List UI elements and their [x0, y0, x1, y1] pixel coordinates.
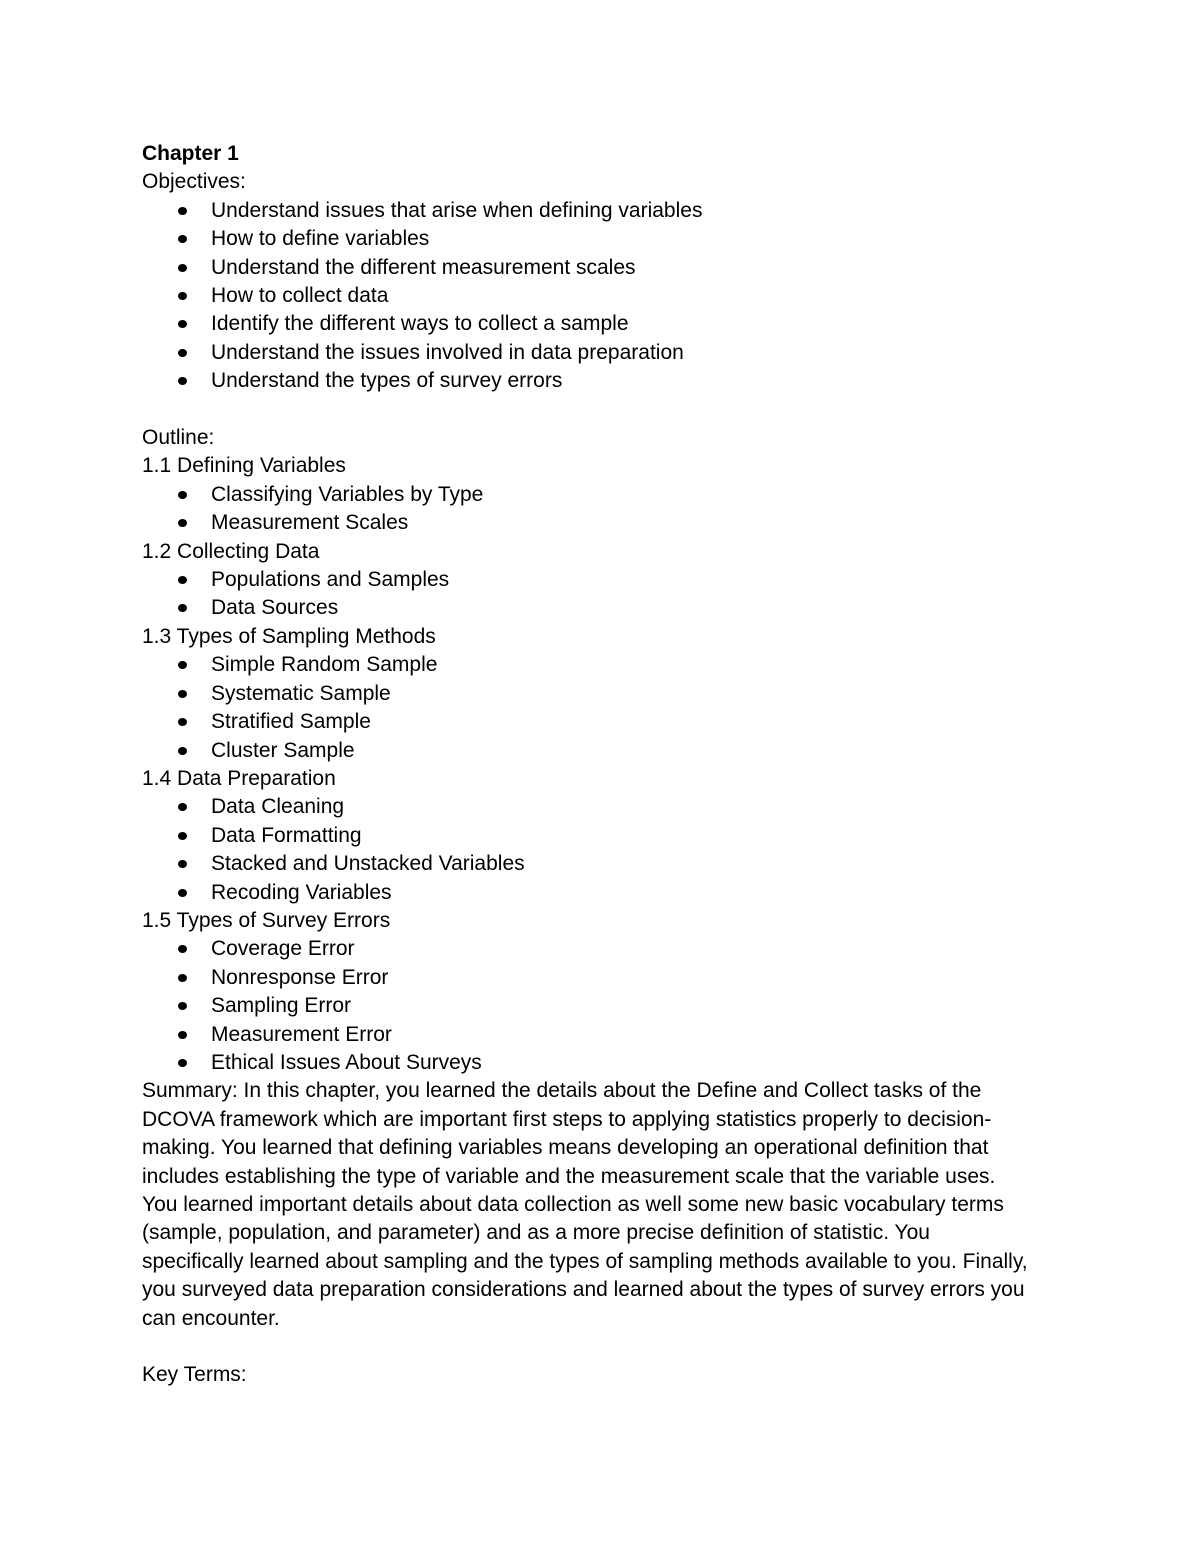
- outline-section-heading: 1.5 Types of Survey Errors: [142, 908, 391, 932]
- bullet-icon: [178, 803, 187, 811]
- summary-line: Summary: In this chapter, you learned the details about the Define and Collect tasks of the: [142, 1079, 982, 1103]
- list-item: [142, 651, 1062, 679]
- spacer: [142, 396, 1062, 424]
- bullet-icon: [178, 690, 187, 698]
- objective-text: Understand the different measurement scales: [211, 255, 636, 279]
- bullet-icon: [178, 747, 187, 755]
- key-terms-label: Key Terms:: [142, 1363, 247, 1387]
- outline-item-text: Simple Random Sample: [211, 653, 438, 677]
- outline-item-text: Recoding Variables: [211, 880, 392, 904]
- objective-text: How to collect data: [211, 284, 389, 308]
- bullet-icon: [178, 1059, 187, 1067]
- outline-section-list: [142, 793, 1062, 907]
- list-item: [142, 225, 1062, 253]
- outline-section-list: [142, 935, 1062, 1077]
- chapter-title: Chapter 1: [142, 142, 239, 165]
- outline-item-text: Ethical Issues About Surveys: [211, 1050, 482, 1074]
- objectives-label: Objectives:: [142, 170, 246, 194]
- bullet-icon: [178, 604, 187, 612]
- bullet-icon: [178, 1031, 187, 1039]
- list-item: [142, 935, 1062, 963]
- list-item: [142, 282, 1062, 310]
- summary-line: specifically learned about sampling and the types of sampling methods available to you. Finally,: [142, 1249, 1028, 1273]
- bullet-icon: [178, 945, 187, 953]
- bullet-icon: [178, 349, 187, 357]
- outline-item-text: Coverage Error: [211, 937, 355, 961]
- outline-item-text: Systematic Sample: [211, 681, 391, 705]
- summary-line: DCOVA framework which are important first steps to applying statistics properly to decision-: [142, 1107, 992, 1131]
- bullet-icon: [178, 235, 187, 243]
- summary-line: making. You learned that defining variables means developing an operational definition that: [142, 1136, 989, 1160]
- summary-line: You learned important details about data collection as well some new basic vocabulary terms: [142, 1193, 1004, 1217]
- summary-line: (sample, population, and parameter) and as a more precise definition of statistic. You: [142, 1221, 930, 1245]
- bullet-icon: [178, 832, 187, 840]
- list-item: [142, 850, 1062, 878]
- objective-text: Understand the types of survey errors: [211, 369, 563, 393]
- bullet-icon: [178, 718, 187, 726]
- outline-item-text: Data Formatting: [211, 823, 362, 847]
- bullet-icon: [178, 207, 187, 215]
- bullet-icon: [178, 661, 187, 669]
- outline-item-text: Sampling Error: [211, 994, 352, 1018]
- list-item: [142, 566, 1062, 594]
- bullet-icon: [178, 576, 187, 584]
- summary-paragraph: [142, 1077, 1057, 1333]
- outline-section-heading: 1.2 Collecting Data: [142, 539, 320, 563]
- outline-item-text: Nonresponse Error: [211, 965, 389, 989]
- outline-section-heading: 1.4 Data Preparation: [142, 766, 336, 790]
- objective-text: Understand issues that arise when defining variables: [211, 198, 703, 222]
- bullet-icon: [178, 860, 187, 868]
- list-item: [142, 992, 1062, 1020]
- list-item: [142, 737, 1062, 765]
- objectives-list: [142, 197, 1062, 396]
- bullet-icon: [178, 292, 187, 300]
- list-item: [142, 509, 1062, 537]
- list-item: [142, 680, 1062, 708]
- bullet-icon: [178, 377, 187, 385]
- list-item: [142, 197, 1062, 225]
- list-item: [142, 367, 1062, 395]
- summary-line: you surveyed data preparation considerations and learned about the types of survey errors you: [142, 1278, 1025, 1302]
- objective-text: Understand the issues involved in data preparation: [211, 340, 684, 364]
- bullet-icon: [178, 974, 187, 982]
- objective-text: How to define variables: [211, 227, 430, 251]
- list-item: [142, 1049, 1062, 1077]
- outline-section-list: [142, 651, 1062, 765]
- outline-section-list: [142, 481, 1062, 538]
- spacer: [142, 1333, 1062, 1361]
- document-page: [142, 140, 1062, 1390]
- outline-label: Outline:: [142, 426, 215, 450]
- list-item: [142, 254, 1062, 282]
- list-item: [142, 879, 1062, 907]
- bullet-icon: [178, 1002, 187, 1010]
- list-item: [142, 481, 1062, 509]
- bullet-icon: [178, 320, 187, 328]
- list-item: [142, 822, 1062, 850]
- outline-item-text: Data Cleaning: [211, 795, 345, 819]
- list-item: [142, 708, 1062, 736]
- summary-line: can encounter.: [142, 1306, 280, 1330]
- outline-item-text: Populations and Samples: [211, 568, 450, 592]
- outline-section-list: [142, 566, 1062, 623]
- bullet-icon: [178, 491, 187, 499]
- list-item: [142, 594, 1062, 622]
- bullet-icon: [178, 889, 187, 897]
- objective-text: Identify the different ways to collect a sample: [211, 312, 629, 336]
- bullet-icon: [178, 519, 187, 527]
- outline-item-text: Stratified Sample: [211, 710, 371, 734]
- outline-item-text: Measurement Scales: [211, 511, 409, 535]
- outline-item-text: Classifying Variables by Type: [211, 482, 484, 506]
- list-item: [142, 793, 1062, 821]
- list-item: [142, 964, 1062, 992]
- bullet-icon: [178, 264, 187, 272]
- outline-item-text: Cluster Sample: [211, 738, 355, 762]
- summary-line: includes establishing the type of variable and the measurement scale that the variable uses.: [142, 1164, 996, 1188]
- outline-section-heading: 1.3 Types of Sampling Methods: [142, 624, 436, 648]
- outline-item-text: Stacked and Unstacked Variables: [211, 852, 525, 876]
- outline-item-text: Measurement Error: [211, 1022, 392, 1046]
- outline-section-heading: 1.1 Defining Variables: [142, 454, 346, 478]
- list-item: [142, 310, 1062, 338]
- list-item: [142, 339, 1062, 367]
- outline-item-text: Data Sources: [211, 596, 339, 620]
- list-item: [142, 1021, 1062, 1049]
